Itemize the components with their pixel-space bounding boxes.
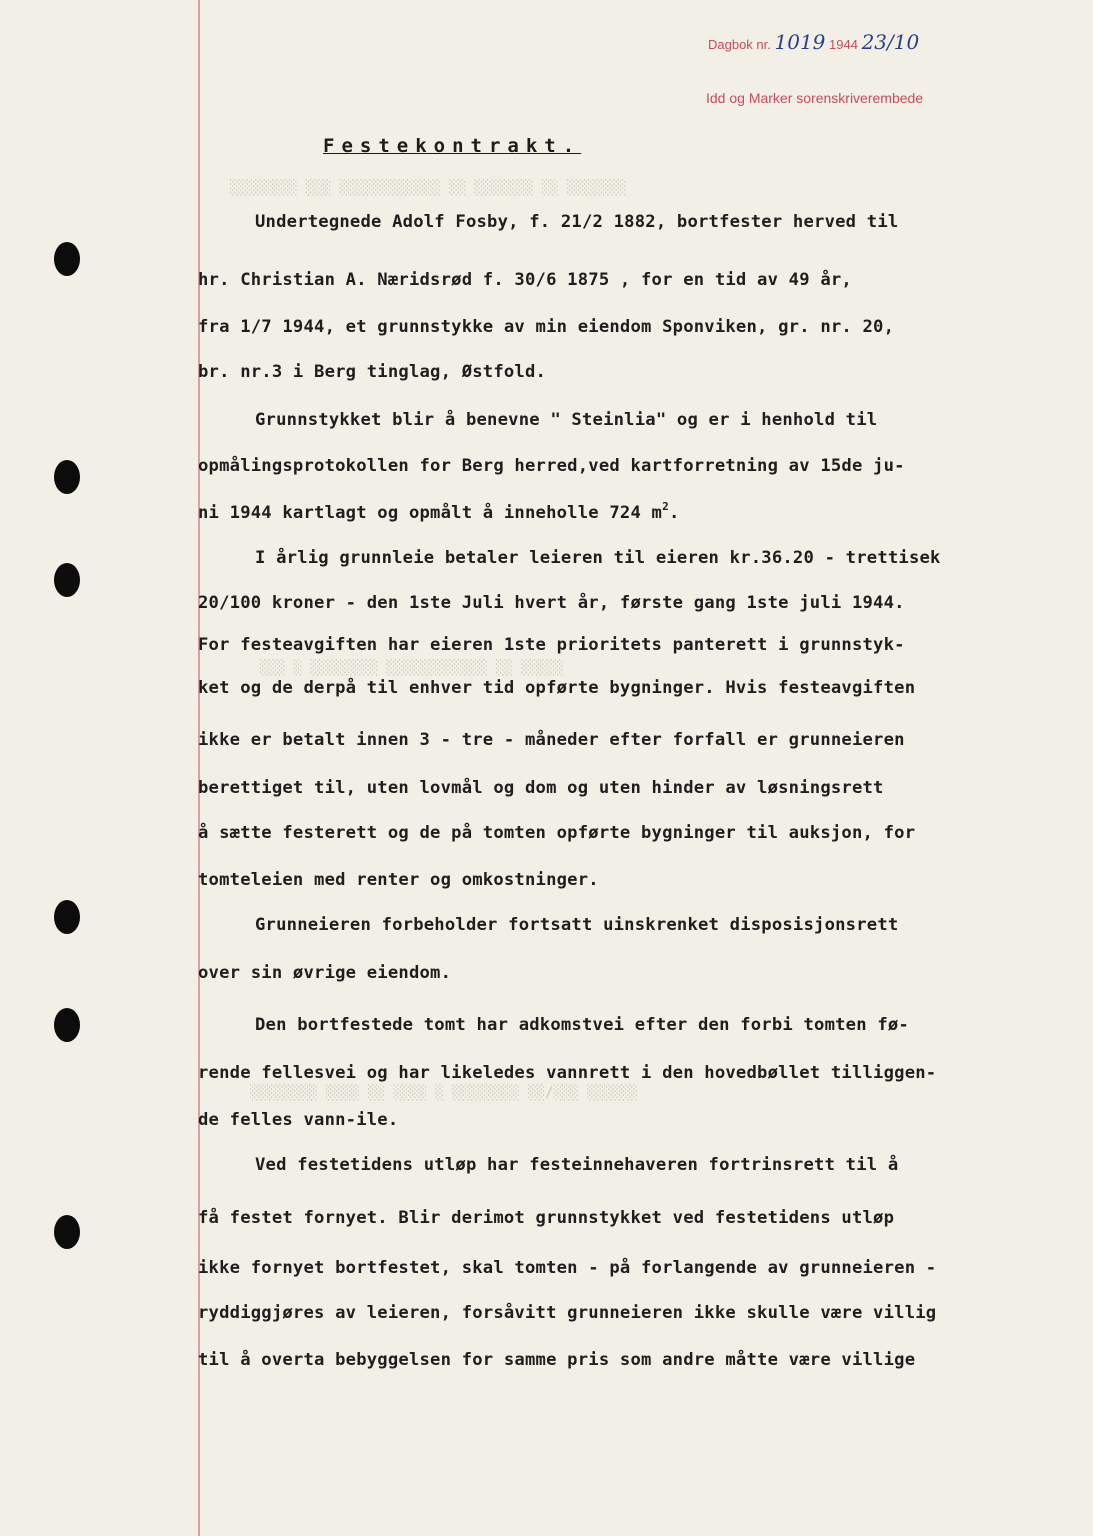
text-line: Grunneieren forbeholder fortsatt uinskrenket disposisjonsrett [255, 915, 899, 935]
text-line: ikke er betalt innen 3 - tre - måneder efter forfall er grunneieren [198, 730, 905, 750]
text-line: til å overta bebyggelsen for samme pris som andre måtte være villige [198, 1350, 916, 1370]
punch-hole [54, 563, 80, 597]
text-line: ryddiggjøres av leieren, forsåvitt grunneieren ikke skulle være villig [198, 1303, 937, 1323]
text-line: de felles vann-ile. [198, 1110, 399, 1130]
stamp-year: 1944 [829, 37, 858, 52]
stamp-prefix: Dagbok nr. [708, 37, 771, 52]
text-line: Ved festetidens utløp har festeinnehaveren fortrinsrett til å [255, 1155, 899, 1175]
area-superscript: 2 [662, 500, 669, 513]
text-line: I årlig grunnleie betaler leieren til eieren kr.36.20 - trettisek [255, 548, 941, 568]
text-line: over sin øvrige eiendom. [198, 963, 452, 983]
area-line [198, 500, 680, 523]
punch-hole [54, 1008, 80, 1042]
text-line: br. nr.3 i Berg tinglag, Østfold. [198, 362, 547, 382]
bleed-through: ░░░░░░░░ ░░░░ ░░ ░░░░ ░ ░░░░░░░░ ░░/░░░ ░░░░░░ [250, 1085, 638, 1101]
text-line: få festet fornyet. Blir derimot grunnstykket ved festetidens utløp [198, 1208, 895, 1228]
stamp-office: Idd og Marker sorenskriverembede [706, 90, 924, 106]
text-line: ni 1944 kartlagt og opmålt å inneholle 724 m [198, 503, 663, 523]
text-line: Grunnstykket blir å benevne " Steinlia" og er i henhold til [255, 410, 878, 430]
journal-stamp [708, 30, 919, 54]
text-line: Undertegnede Adolf Fosby, f. 21/2 1882, bortfester herved til [255, 212, 899, 232]
text-line: opmålingsprotokollen for Berg herred,ved kartforretning av 15de ju- [198, 456, 905, 476]
punch-hole [54, 1215, 80, 1249]
text-line: 20/100 kroner - den 1ste Juli hvert år, første gang 1ste juli 1944. [198, 593, 905, 613]
text-line: berettiget til, uten lovmål og dom og uten hinder av løsningsrett [198, 778, 884, 798]
text-line: rende fellesvei og har likeledes vannrett i den hovedbøllet tilliggen- [198, 1063, 937, 1083]
stamp-number: 1019 [774, 30, 826, 54]
area-suffix: . [668, 503, 680, 523]
punch-hole [54, 900, 80, 934]
text-line: å sætte festerett og de på tomten opførte bygninger til auksjon, for [198, 823, 916, 843]
document-title: Festekontrakt. [323, 135, 582, 157]
stamp-date: 23/10 [861, 30, 920, 54]
text-line: ket og de derpå til enhver tid opførte bygninger. Hvis festeavgiften [198, 678, 916, 698]
text-line: tomteleien med renter og omkostninger. [198, 870, 599, 890]
punch-hole [54, 460, 80, 494]
text-line: For festeavgiften har eieren 1ste prioritets panterett i grunnstyk- [198, 635, 905, 655]
text-line: hr. Christian A. Næridsrød f. 30/6 1875 , for en tid av 49 år, [198, 270, 852, 290]
bleed-through: ░░░ ░ ░░░░░░░░ ░░░░░░░░░░░░ ░░ ░░░░░ [260, 660, 564, 676]
text-line: Den bortfestede tomt har adkomstvei efter den forbi tomten fø- [255, 1015, 909, 1035]
bleed-through: ░░░░░░░░ ░░░ ░░░░░░░░░░░░ ░░ ░░░░░░░ ░░ ░░░░░░░ [230, 180, 627, 196]
punch-hole [54, 242, 80, 276]
text-line: ikke fornyet bortfestet, skal tomten - på forlangende av grunneieren - [198, 1258, 937, 1278]
text-line: fra 1/7 1944, et grunnstykke av min eiendom Sponviken, gr. nr. 20, [198, 317, 895, 337]
